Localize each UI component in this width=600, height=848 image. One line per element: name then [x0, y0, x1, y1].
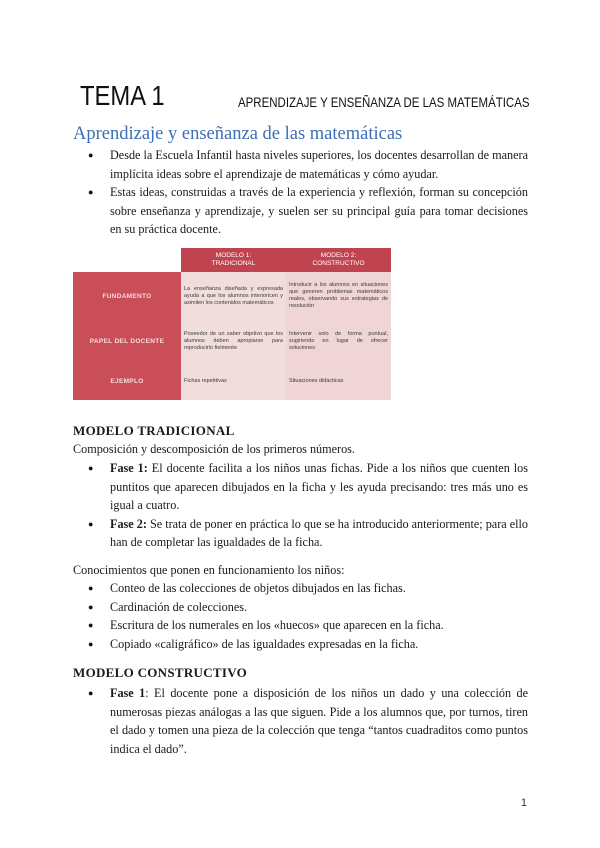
- list-item: ● Cardinación de colecciones.: [110, 598, 528, 617]
- list-item: [110, 684, 528, 758]
- table-cell: La enseñanza diseñada y expresada ayuda a que los alumnos interioricen y asimilen los contenidos matemáticos: [181, 272, 286, 320]
- table-cell: Poseedor de un saber objetivo que los alumnos deben apropiarse para reproducirlo fielmente: [181, 320, 286, 362]
- section-title: Aprendizaje y enseñanza de las matemáticas: [73, 124, 403, 144]
- tradicional-fases-list: [110, 459, 528, 552]
- table-row: [73, 320, 391, 362]
- fase-label: Fase 1:: [110, 461, 148, 475]
- table-cell: Situaciones didácticas: [286, 362, 391, 400]
- list-item: ● Copiado «caligráfico» de las igualdades expresadas en la ficha.: [110, 635, 528, 654]
- heading-modelo-tradicional: MODELO TRADICIONAL: [73, 423, 235, 438]
- page-header: [80, 80, 530, 114]
- header-text: MODELO 1: TRADICIONAL: [211, 252, 256, 267]
- list-item: [110, 515, 528, 552]
- table-row: [73, 362, 391, 400]
- list-item: [110, 459, 528, 515]
- models-comparison-table: [73, 248, 391, 400]
- list-item: ● Estas ideas, construidas a través de la experiencia y reflexión, forman su concepción sobre enseñanza y aprendizaje, y suelen ser su principal guía para tomar decisiones en su práctica docente.: [110, 183, 528, 239]
- intro-bullet-list: [110, 146, 528, 239]
- table-row: [73, 272, 391, 320]
- fase-text: Se trata de poner en práctica lo que se ha introducido anteriormente; para ello han de completar las igualdades de la ficha.: [110, 516, 529, 549]
- list-item: ● Escritura de los numerales en los «huecos» que aparecen en la ficha.: [110, 616, 528, 635]
- fase-label: Fase 2:: [110, 516, 147, 531]
- conocimientos-list: [110, 579, 528, 653]
- table-cell: Introducir a los alumnos en situaciones que generen problemas matemáticos reales, observando sus estrategias de resolución: [286, 272, 391, 320]
- tradicional-subtitle: Composición y descomposición de los primeros números.: [73, 442, 355, 456]
- table-header-modelo-2: [286, 248, 391, 272]
- fase-text: El docente facilita a los niños unas fichas. Pide a los niños que cuenten los puntitos que aparecen dibujados en la ficha y les ayuda precisando: tres más uno es igual a cuatro.: [110, 461, 529, 512]
- table-cell: Intervenir solo de forma puntual, sugiriendo en lugar de ofrecer soluciones: [286, 320, 391, 362]
- page-number: 1: [520, 797, 527, 809]
- constructivo-fases-list: [110, 684, 528, 758]
- header-text: MODELO 2: CONSTRUCTIVO: [312, 252, 365, 267]
- list-item: ● Desde la Escuela Infantil hasta niveles superiores, los docentes desarrollan de manera implícita ideas sobre el aprendizaje de matemáticas y cómo ayudar.: [110, 146, 528, 183]
- heading-modelo-constructivo: MODELO CONSTRUCTIVO: [73, 665, 248, 680]
- tema-label: TEMA 1: [80, 80, 165, 111]
- header-title: APRENDIZAJE Y ENSEÑANZA DE LAS MATEMÁTICAS: [238, 94, 530, 110]
- row-header-ejemplo: EJEMPLO: [73, 362, 181, 400]
- row-header-papel-docente: PAPEL DEL DOCENTE: [73, 320, 181, 362]
- table-cell: Fichas repetitivas: [181, 362, 286, 400]
- table-corner-cell: [73, 248, 181, 272]
- table-header-modelo-1: [181, 248, 286, 272]
- list-item: ● Conteo de las colecciones de objetos dibujados en las fichas.: [110, 579, 528, 598]
- conocimientos-intro: Conocimientos que ponen en funcionamiento los niños:: [73, 563, 345, 577]
- row-header-fundamento: FUNDAMENTO: [73, 272, 181, 320]
- fase-text: : El docente pone a disposición de los niños un dado y una colección de numerosas piezas análogas a las que siguen. Pide a los alumnos que, por turnos, tiren el dado y tomen una pieza de la colección que tenga “tantos cuadraditos como puntos indica el dado”.: [110, 686, 528, 756]
- fase-label: Fase 1: [110, 686, 146, 700]
